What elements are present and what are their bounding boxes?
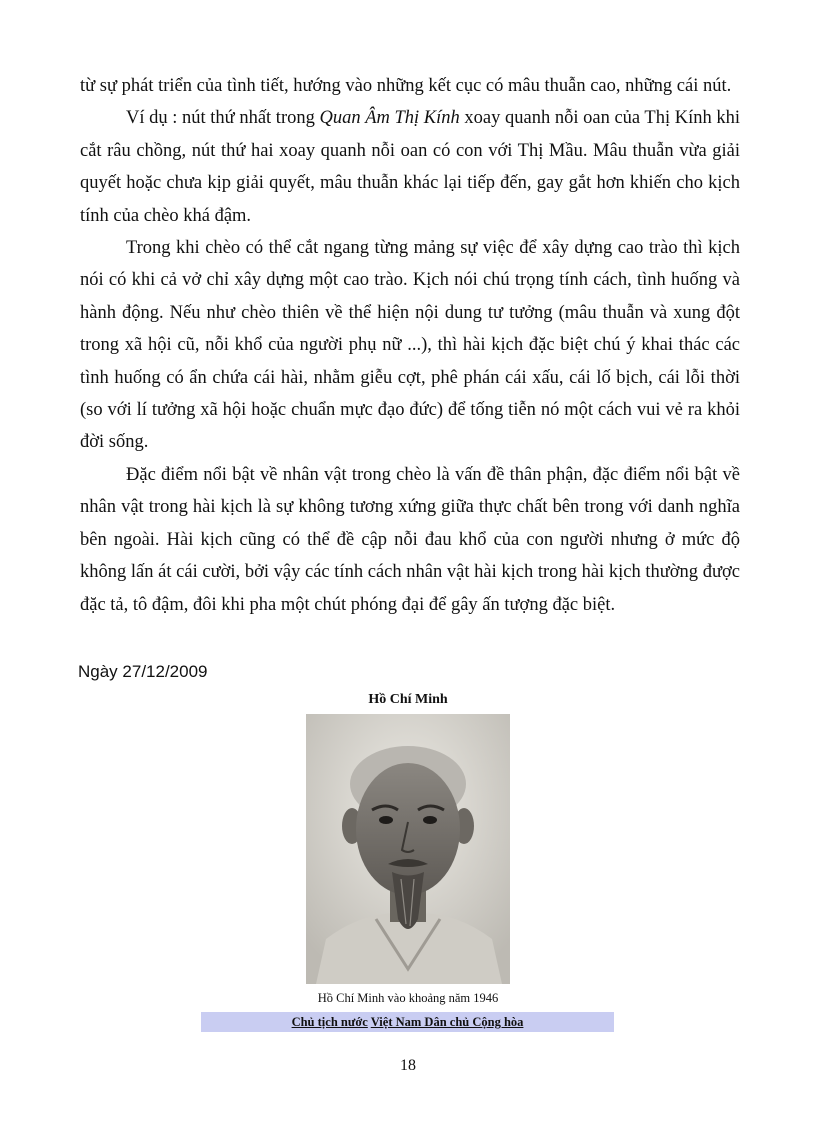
- page-number: 18: [400, 1057, 416, 1074]
- paragraph-comparison: Trong khi chèo có thể cắt ngang từng mảng sự việc để xây dựng cao trào thì kịch nói có khi cả vở chỉ xây dựng một cao trào. Kịch nói chú trọng tính cách, tình huống và hành động. Nếu như chèo thiên về thể hiện nội dung tư tưởng (mâu thuẫn và xung đột trong xã hội cũ, nỗi khổ của người phụ nữ ...), thì hài kịch đặc biệt chú ý khai thác các tình huống có ẩn chứa cái hài, nhằm giễu cợt, phê phán cái xấu, cái lố bịch, cái lỗi thời (so với lí tưởng xã hội hoặc chuẩn mực đạo đức) để tống tiễn nó một cách vui vẻ ra khỏi đời sống.: [80, 238, 740, 453]
- role-prefix-link[interactable]: Chủ tịch nước: [291, 1015, 368, 1029]
- example-text-after: xoay quanh nỗi oan của Thị Kính khi cắt râu chồng, nút thứ hai xoay quanh nỗi oan có con với Thị Mầu. Mâu thuẫn vừa giải quyết hoặc chưa kịp giải quyết, mâu thuẫn khác lại tiếp đến, gay gắt hơn khiến cho kịch tính của chèo khá đậm.: [80, 108, 740, 226]
- role-bar: [201, 1012, 614, 1032]
- country-link[interactable]: Việt Nam Dân chủ Cộng hòa: [370, 1015, 524, 1029]
- work-title: Quan Âm Thị Kính: [319, 108, 460, 129]
- date-line: Ngày 27/12/2009: [78, 662, 208, 681]
- photo-caption: Hồ Chí Minh vào khoảng năm 1946: [317, 991, 499, 1005]
- infobox-title: Hồ Chí Minh: [368, 692, 448, 707]
- paragraph-example: [80, 102, 740, 232]
- portrait-photo: [306, 714, 510, 984]
- example-text-before: Ví dụ : nút thứ nhất trong: [126, 108, 320, 129]
- paragraph-continuation: từ sự phát triển của tình tiết, hướng vào những kết cục có mâu thuẫn cao, những cái nút.: [80, 76, 732, 96]
- body-text: [80, 70, 740, 621]
- paragraph-characters: Đặc điểm nổi bật về nhân vật trong chèo là vấn đề thân phận, đặc điểm nổi bật về nhân vật trong hài kịch là sự không tương xứng giữa thực chất bên trong với danh nghĩa bên ngoài. Hài kịch cũng có thể đề cập nỗi đau khổ của con người nhưng ở mức độ không lấn át cái cười, bởi vậy các tính cách nhân vật hài kịch trong hài kịch thường được đặc tả, tô đậm, đôi khi pha một chút phóng đại để gây ấn tượng đặc biệt.: [80, 464, 740, 615]
- portrait-image-icon: [306, 714, 510, 984]
